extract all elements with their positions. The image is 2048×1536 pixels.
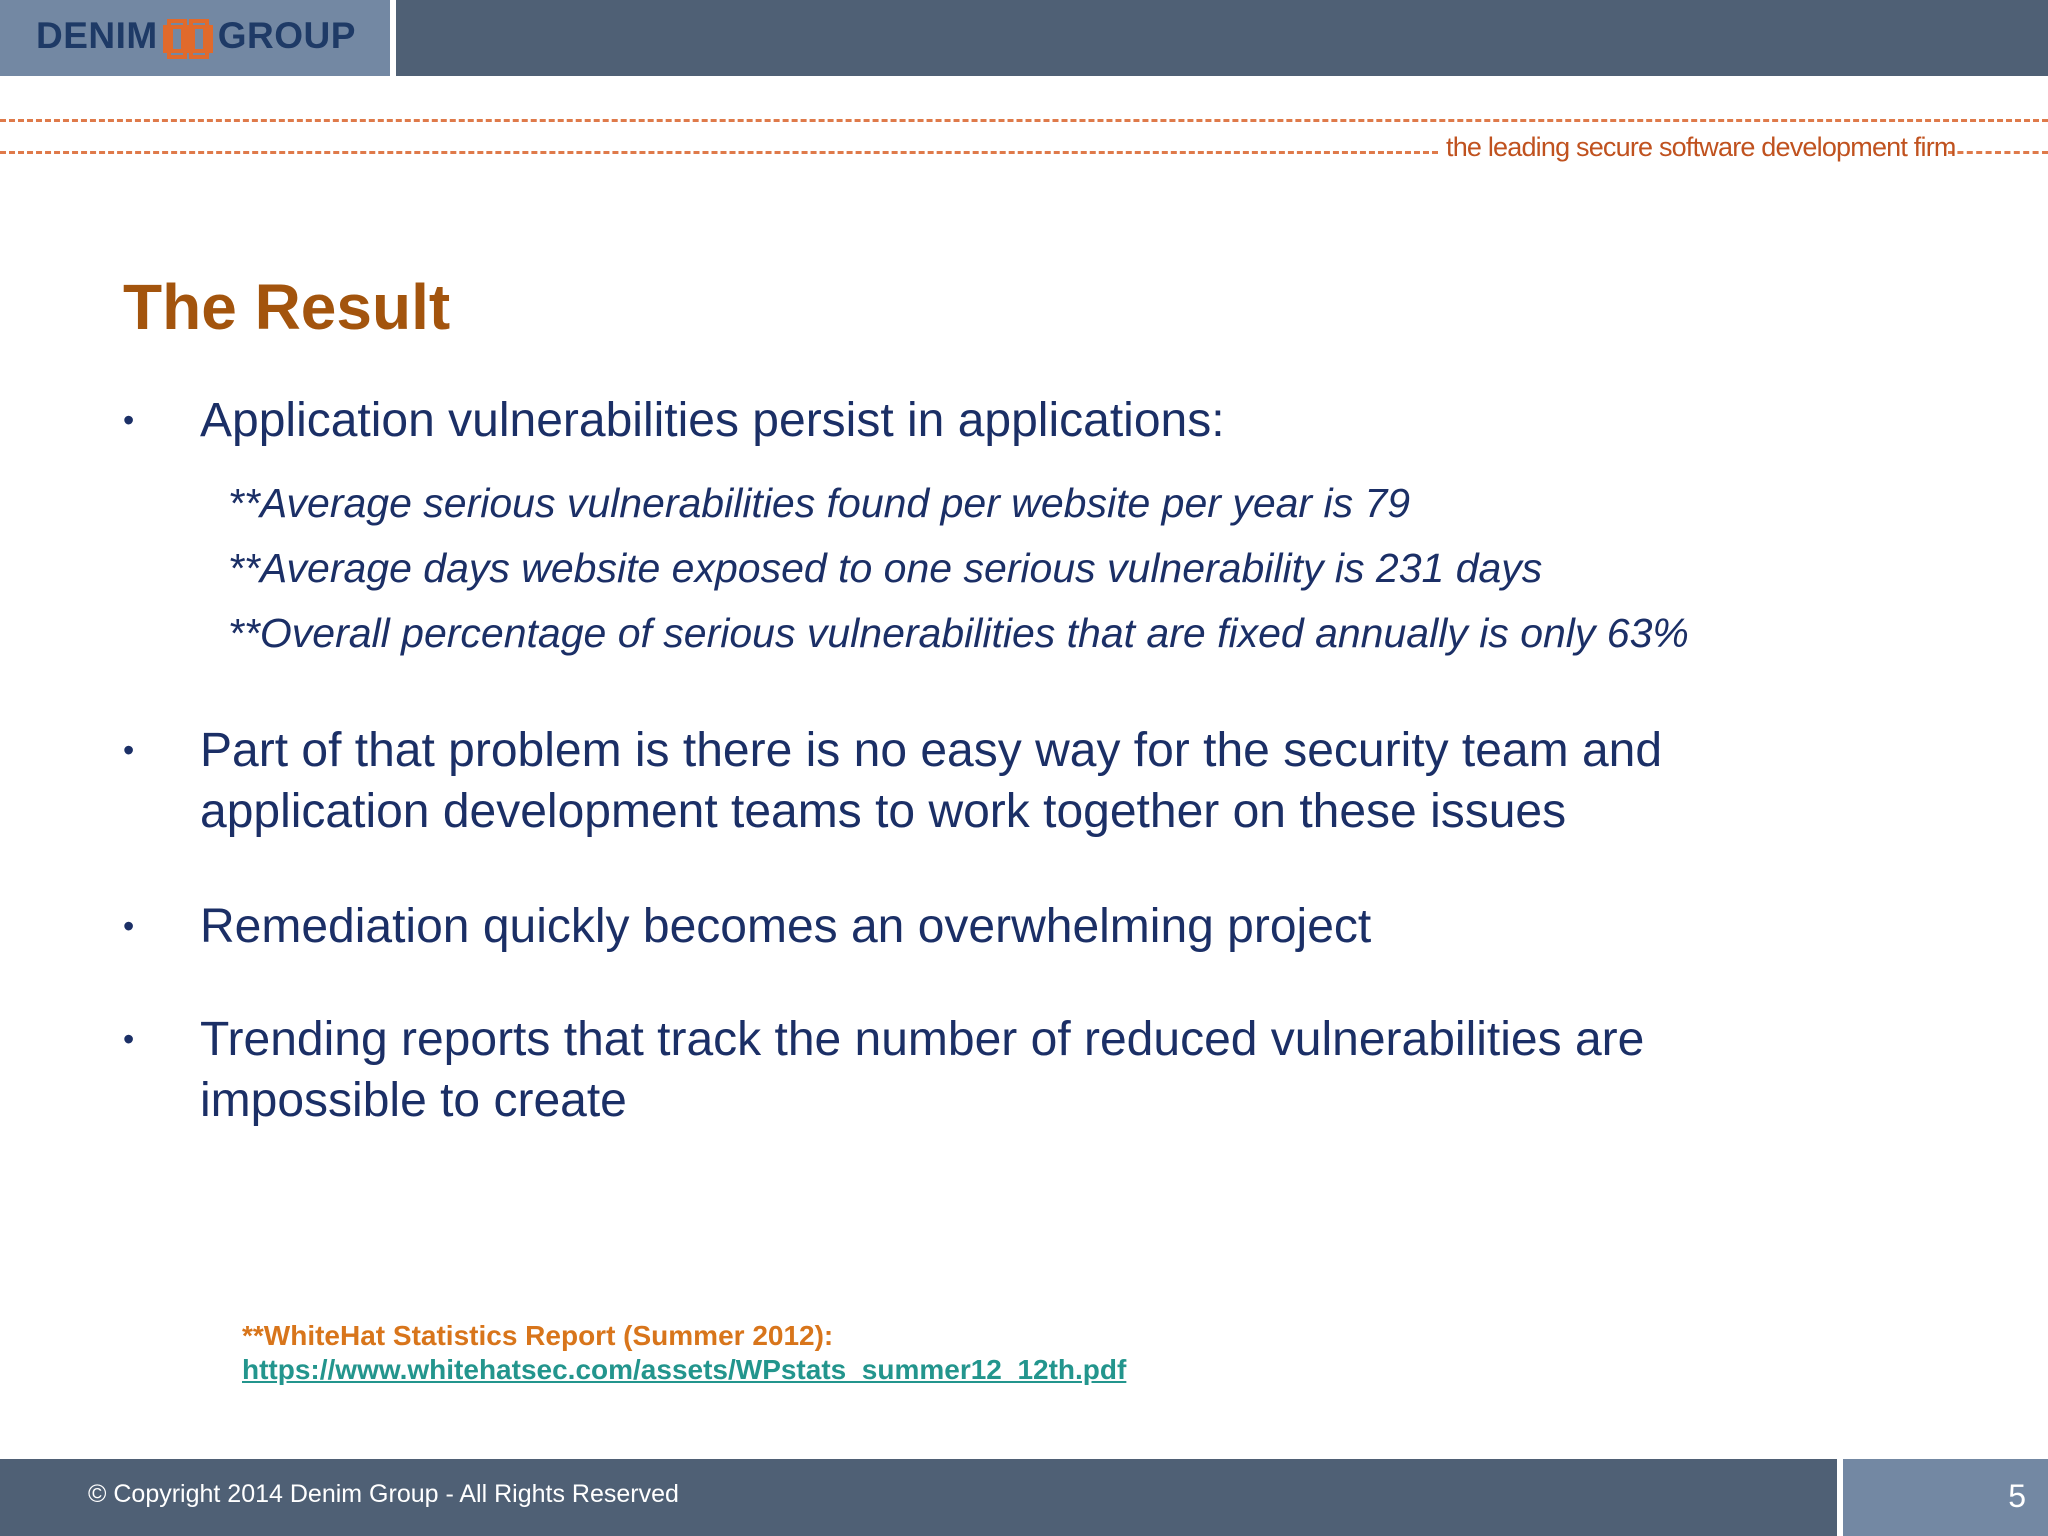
bullet-item	[123, 720, 1823, 842]
bullet-text: Remediation quickly becomes an overwhelming project	[200, 900, 1372, 953]
logo-word-right: GROUP	[217, 15, 356, 57]
denim-group-logo-mark-icon	[161, 19, 215, 59]
bullet-item	[123, 390, 1973, 451]
bullet-item	[123, 1009, 1823, 1131]
slide-title: The Result	[123, 271, 451, 343]
copyright-text: © Copyright 2014 Denim Group - All Rights Reserved	[88, 1480, 679, 1508]
bullet-item	[123, 896, 1973, 957]
bullet-text: Trending reports that track the number of reduced vulnerabilities are impossible to create	[200, 1013, 1645, 1127]
header-logo-box	[0, 0, 390, 76]
source-link[interactable]: https://www.whitehatsec.com/assets/WPstats_summer12_12th.pdf	[242, 1354, 1127, 1385]
tagline: the leading secure software development firm	[1446, 132, 1956, 162]
stat-line: **Average days website exposed to one serious vulnerability is 231 days	[228, 545, 1543, 591]
stat-line: **Average serious vulnerabilities found per website per year is 79	[228, 480, 1411, 526]
stat-line: **Overall percentage of serious vulnerabilities that are fixed annually is only 63%	[228, 610, 1689, 656]
header-bar	[396, 0, 2048, 76]
logo-word-left: DENIM	[36, 15, 158, 57]
bullet-marker: •	[123, 402, 135, 438]
bullet-text: Part of that problem is there is no easy way for the security team and application development teams to work together on these issues	[200, 724, 1663, 838]
page-number: 5	[2008, 1478, 2026, 1514]
bullet-marker: •	[123, 1021, 135, 1057]
dashed-divider-bottom-left	[0, 151, 1438, 154]
source-label: **WhiteHat Statistics Report (Summer 2012):	[242, 1320, 834, 1351]
bullet-text: Application vulnerabilities persist in applications:	[200, 394, 1225, 447]
bullet-marker: •	[123, 732, 135, 768]
dashed-divider-bottom-right	[1948, 151, 2048, 154]
dashed-divider-top	[0, 119, 2048, 122]
company-logo	[36, 17, 356, 58]
bullet-marker: •	[123, 908, 135, 944]
